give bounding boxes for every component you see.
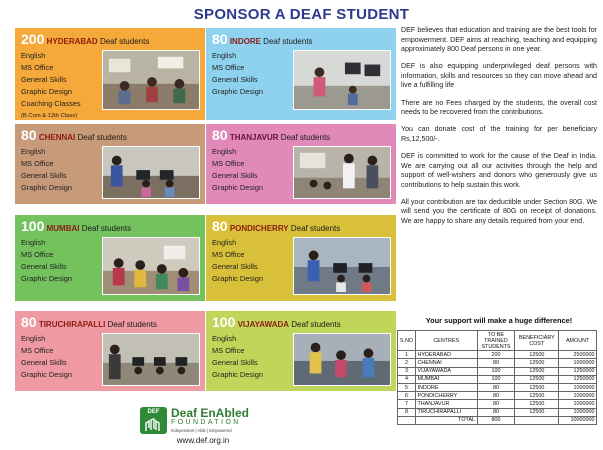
student-count: 80 — [21, 314, 37, 330]
card-indore — [206, 28, 396, 120]
course-item: General Skills — [21, 262, 67, 271]
city-name: CHENNAI — [38, 133, 76, 142]
course-item: Graphic Design — [21, 183, 72, 192]
course-item: General Skills — [212, 358, 258, 367]
card-heading — [21, 127, 127, 143]
city-name: THANJAVUR — [229, 133, 279, 142]
cell: PONDICHERRY — [415, 392, 477, 400]
logo-mark-text: DEF — [147, 409, 160, 415]
course-item: English — [21, 51, 46, 60]
cell — [398, 416, 416, 424]
table-header-row — [398, 331, 597, 351]
course-item: English — [21, 238, 46, 247]
course-item: MS Office — [21, 250, 54, 259]
table-row — [398, 367, 597, 375]
table-total-row — [398, 416, 597, 424]
course-item: General Skills — [212, 171, 258, 180]
student-count: 80 — [21, 127, 37, 143]
card-heading — [212, 31, 313, 47]
cell: THANJAVUR — [415, 400, 477, 408]
cell: 12500 — [515, 392, 559, 400]
info-paragraph: DEF is also equipping underprivileged deaf persons with information, skills and resources so they can move ahead and live a fulfilling life — [401, 62, 597, 90]
cell — [515, 416, 559, 424]
cell: 1250000 — [559, 367, 597, 375]
cell: INDORE — [415, 383, 477, 391]
classroom-photo — [293, 146, 391, 199]
cell: 1000000 — [559, 408, 597, 416]
course-list — [212, 146, 263, 194]
course-list — [21, 146, 72, 194]
support-heading: Your support will make a huge difference! — [425, 316, 573, 325]
course-list — [21, 237, 72, 285]
heading-suffix: Deaf students — [107, 320, 157, 329]
card-heading — [21, 218, 131, 234]
city-name: VIJAYAWADA — [237, 320, 290, 329]
card-chennai — [15, 124, 205, 204]
col-header: CENTRES — [415, 331, 477, 351]
heading-suffix: Deaf students — [291, 320, 341, 329]
cell: 100 — [477, 375, 515, 383]
cell: 12500 — [515, 408, 559, 416]
card-tiruchirapalli — [15, 311, 205, 391]
cell: 12500 — [515, 383, 559, 391]
total-label: TOTAL — [415, 416, 477, 424]
total-students: 800 — [477, 416, 515, 424]
course-item: General Skills — [21, 75, 67, 84]
course-item: MS Office — [212, 159, 245, 168]
course-item: English — [21, 147, 46, 156]
cell: 12500 — [515, 375, 559, 383]
classroom-photo — [293, 237, 391, 295]
cell: 100 — [477, 367, 515, 375]
heading-suffix: Deaf students — [77, 133, 127, 142]
cell: HYDERABAD — [415, 351, 477, 359]
col-header: AMOUNT — [559, 331, 597, 351]
info-column — [401, 26, 597, 234]
cell: 80 — [477, 383, 515, 391]
classroom-photo — [102, 146, 200, 199]
info-paragraph: You can donate cost of the training for per beneficiary Rs,12,500/-. — [401, 125, 597, 143]
heading-suffix: Deaf students — [99, 37, 150, 46]
cell: 3 — [398, 367, 416, 375]
cell: 4 — [398, 375, 416, 383]
course-item: General Skills — [21, 358, 67, 367]
course-item: English — [212, 147, 237, 156]
card-vijayawada — [206, 311, 396, 391]
student-count: 100 — [21, 218, 45, 234]
student-count: 80 — [212, 127, 228, 143]
student-count: 80 — [212, 31, 228, 47]
card-heading — [212, 314, 341, 330]
city-name: INDORE — [229, 37, 261, 46]
cell: 5 — [398, 383, 416, 391]
cell: 1250000 — [559, 375, 597, 383]
cell: 12500 — [515, 351, 559, 359]
course-item: General Skills — [212, 75, 258, 84]
classroom-photo — [102, 237, 200, 295]
course-item: English — [212, 238, 237, 247]
cell: 7 — [398, 400, 416, 408]
cell: 200 — [477, 351, 515, 359]
classroom-photo — [293, 50, 391, 110]
course-item: MS Office — [21, 346, 54, 355]
cell: 6 — [398, 392, 416, 400]
course-item: MS Office — [212, 346, 245, 355]
course-item: English — [212, 334, 237, 343]
card-heading — [21, 314, 157, 330]
classroom-photo — [102, 50, 200, 110]
centres-table — [397, 330, 597, 425]
card-hyderabad — [15, 28, 205, 120]
course-list — [212, 237, 263, 285]
info-paragraph: There are no Fees charged by the students, the overall cost needs to be recovered from the contributions. — [401, 98, 597, 117]
logo-sub: FOUNDATION — [171, 419, 241, 426]
logo-tagline: Independent | Able | Empowered — [171, 428, 232, 433]
hands-icon — [140, 417, 167, 434]
heading-suffix: Deaf students — [290, 224, 341, 233]
card-heading — [21, 31, 149, 47]
col-header: TO BE TRAINED STUDENTS — [477, 331, 515, 351]
card-mumbai — [15, 215, 205, 301]
student-count: 100 — [212, 314, 236, 330]
cell: MUMBAI — [415, 375, 477, 383]
info-paragraph: DEF is committed to work for the cause of the Deaf in India. We are carrying out all our activities through the help and support of well-wishers and donors who generously give us contributions to help sustain this work. — [401, 151, 597, 189]
classroom-photo — [293, 333, 391, 386]
card-heading — [212, 218, 340, 234]
cell: 1000000 — [559, 383, 597, 391]
cell: TIRUCHIRAPALLI — [415, 408, 477, 416]
course-item: Graphic Design — [212, 370, 263, 379]
cell: 12500 — [515, 359, 559, 367]
course-item: Coaching Classes — [21, 99, 81, 108]
cell: 8 — [398, 408, 416, 416]
course-item: MS Office — [21, 159, 54, 168]
col-header: S.NO — [398, 331, 416, 351]
student-count: 200 — [21, 31, 45, 47]
def-logo — [140, 406, 266, 436]
table-row — [398, 408, 597, 416]
cell: 2500000 — [559, 351, 597, 359]
card-thanjavur — [206, 124, 396, 204]
cell: 2 — [398, 359, 416, 367]
website-link[interactable]: www.def.org.in — [176, 436, 230, 445]
course-item: Graphic Design — [212, 183, 263, 192]
city-name: MUMBAI — [46, 224, 80, 233]
cell: VIJAYAWADA — [415, 367, 477, 375]
course-item: Graphic Design — [21, 370, 72, 379]
course-list — [21, 333, 72, 381]
cell: 1000000 — [559, 400, 597, 408]
logo-name: Deaf EnAbled — [171, 406, 250, 420]
course-item: MS Office — [212, 250, 245, 259]
student-count: 80 — [212, 218, 228, 234]
def-logo-icon — [140, 407, 167, 434]
course-item: General Skills — [21, 171, 67, 180]
cell: 1000000 — [559, 392, 597, 400]
page-title: SPONSOR A DEAF STUDENT — [193, 6, 410, 23]
table-row — [398, 351, 597, 359]
cell: 12500 — [515, 400, 559, 408]
course-item: Graphic Design — [212, 87, 263, 96]
table-row — [398, 375, 597, 383]
cell: CHENNAI — [415, 359, 477, 367]
info-paragraph: DEF believes that education and training are the best tools for empowerment. DEF aims at reaching, teaching and equipping approximately 800 Deaf persons in one year. — [401, 26, 597, 54]
classroom-photo — [102, 333, 200, 386]
city-name: PONDICHERRY — [229, 224, 289, 233]
course-item: Graphic Design — [212, 274, 263, 283]
table-row — [398, 383, 597, 391]
course-item: MS Office — [21, 63, 54, 72]
table-row — [398, 392, 597, 400]
info-paragraph: All your contribution are tax deductible under Section 80G. We will send you the certificate of 80G on receipt of donations. We are happy to share any details required from your end. — [401, 197, 597, 225]
heading-suffix: Deaf students — [263, 37, 313, 46]
course-list — [212, 50, 263, 98]
course-item: English — [21, 334, 46, 343]
cell: 80 — [477, 408, 515, 416]
course-item: Graphic Design — [21, 87, 72, 96]
col-header: BENEFICIARY COST — [515, 331, 559, 351]
city-name: HYDERABAD — [46, 37, 98, 46]
table-row — [398, 400, 597, 408]
cell: 80 — [477, 400, 515, 408]
cell: 1 — [398, 351, 416, 359]
card-pondicherry — [206, 215, 396, 301]
cell: 12500 — [515, 367, 559, 375]
course-list — [21, 50, 81, 120]
course-note: (B.Com & 12th Class) — [21, 113, 78, 119]
course-list — [212, 333, 263, 381]
card-heading — [212, 127, 330, 143]
course-item: English — [212, 51, 237, 60]
course-item: General Skills — [212, 262, 258, 271]
cell: 1000000 — [559, 359, 597, 367]
city-name: TIRUCHIRAPALLI — [38, 320, 106, 329]
cell: 80 — [477, 359, 515, 367]
course-item: Graphic Design — [21, 274, 72, 283]
heading-suffix: Deaf students — [280, 133, 331, 142]
heading-suffix: Deaf students — [81, 224, 132, 233]
total-amount: 10000000 — [559, 416, 597, 424]
course-item: MS Office — [212, 63, 245, 72]
table-row — [398, 359, 597, 367]
cell: 80 — [477, 392, 515, 400]
